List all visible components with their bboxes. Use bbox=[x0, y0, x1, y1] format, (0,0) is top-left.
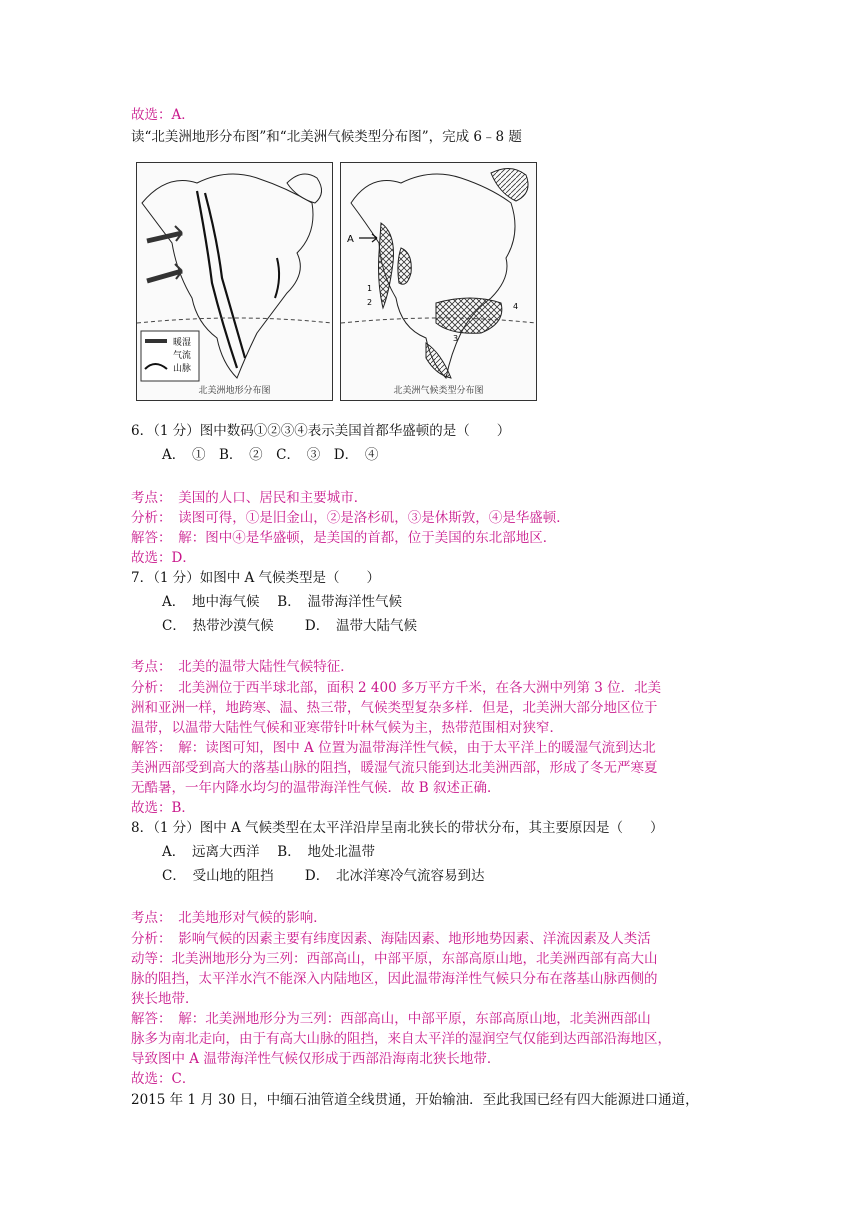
solution: 解答： 解：读图可知，图中 A 位置为温带海洋性气候，由于太平洋上的暖湿气流到达北 bbox=[131, 740, 656, 756]
legend-text: 气流 bbox=[173, 351, 192, 361]
solution: 狭长地带． bbox=[131, 991, 199, 1007]
solution: 考点： 北美的温带大陆性气候特征． bbox=[131, 659, 354, 675]
solution: 故选：B． bbox=[131, 800, 195, 816]
solution: 美洲西部受到高大的落基山脉的阻挡，暖湿气流只能到达北美洲西部，形成了冬无严寒夏 bbox=[131, 760, 658, 776]
map-caption: 北美洲地形分布图 bbox=[198, 386, 271, 396]
solution: 脉多为南北走向，由于有高大山脉的阻挡，来自太平洋的湿润空气仅能到达西部沿海地区， bbox=[131, 1031, 671, 1047]
solution: 导致图中 A 温带海洋性气候仅形成于西部沿海南北狭长地带． bbox=[131, 1051, 501, 1067]
options: C． 受山地的阻挡 D． 北冰洋寒冷气流容易到达 bbox=[162, 868, 485, 884]
map-mark: 4 bbox=[513, 302, 519, 311]
map-mark: 1 bbox=[367, 284, 373, 293]
map-marker-a: A bbox=[347, 234, 354, 245]
solution: 分析： 读图可得，①是旧金山，②是洛杉矶，③是休斯敦，④是华盛顿． bbox=[131, 510, 570, 526]
solution: 分析： 影响气候的因素主要有纬度因素、海陆因素、地形地势因素、洋流因素及人类活 bbox=[131, 931, 651, 947]
solution: 温带，以温带大陆性气候和亚寒带针叶林气候为主，热带范围相对狭窄． bbox=[131, 720, 563, 736]
climate-map bbox=[340, 162, 537, 401]
climate-map-drawing bbox=[341, 163, 536, 400]
solution: 无酷暑，一年内降水均匀的温带海洋性气候．故 B 叙述正确． bbox=[131, 780, 501, 796]
solution: 考点： 北美地形对气候的影响． bbox=[131, 910, 327, 926]
question: 6．（1 分）图中数码①②③④表示美国首都华盛顿的是（ ） bbox=[131, 423, 511, 439]
map-caption: 北美洲气候类型分布图 bbox=[393, 386, 484, 396]
solution: 动等：北美洲地形分为三列：西部高山，中部平原，东部高原山地，北美洲西部有高大山 bbox=[131, 951, 658, 967]
solution: 洲和亚洲一样，地跨寒、温、热三带，气候类型复杂多样．但是，北美洲大部分地区位于 bbox=[131, 700, 658, 716]
solution: 分析： 北美洲位于西半球北部，面积 2 400 多万平方千米，在各大洲中列第 3 位．北美 bbox=[131, 680, 662, 696]
terrain-map-drawing bbox=[137, 163, 332, 400]
line: 2015 年 1 月 30 日，中缅石油管道全线贯通，开始输油．至此我国已经有四大能源进口通道， bbox=[131, 1092, 699, 1108]
options: A． ① B． ② C． ③ D． ④ bbox=[162, 447, 379, 463]
line: 读“北美洲地形分布图”和“北美洲气候类型分布图”，完成 6﹣8 题 bbox=[131, 129, 522, 145]
solution: 解答： 解：北美洲地形分为三列：西部高山，中部平原，东部高原山地，北美洲西部山 bbox=[131, 1011, 651, 1027]
solution: 考点： 美国的人口、居民和主要城市． bbox=[131, 490, 368, 506]
solution: 脉的阻挡，太平洋水汽不能深入内陆地区，因此温带海洋性气候只分布在落基山脉西侧的 bbox=[131, 971, 658, 987]
legend-text: 山脉 bbox=[173, 364, 192, 374]
map-mark: 3 bbox=[453, 334, 459, 343]
question: 8．（1 分）图中 A 气候类型在太平洋沿岸呈南北狭长的带状分布，其主要原因是（ ） bbox=[131, 820, 664, 836]
line: 故选：A． bbox=[131, 107, 195, 123]
terrain-map bbox=[136, 162, 333, 401]
question: 7．（1 分）如图中 A 气候类型是（ ） bbox=[131, 570, 381, 586]
solution: 解答： 解：图中④是华盛顿，是美国的首都，位于美国的东北部地区． bbox=[131, 530, 557, 546]
solution: 故选：C． bbox=[131, 1071, 196, 1087]
options: A． 地中海气候 B． 温带海洋性气候 bbox=[162, 594, 402, 610]
legend-text: 暖湿 bbox=[173, 338, 192, 348]
options: A． 远离大西洋 B． 地处北温带 bbox=[162, 844, 375, 860]
solution: 故选：D． bbox=[131, 550, 196, 566]
map-mark: 2 bbox=[367, 298, 373, 307]
options: C． 热带沙漠气候 D． 温带大陆气候 bbox=[162, 618, 417, 634]
